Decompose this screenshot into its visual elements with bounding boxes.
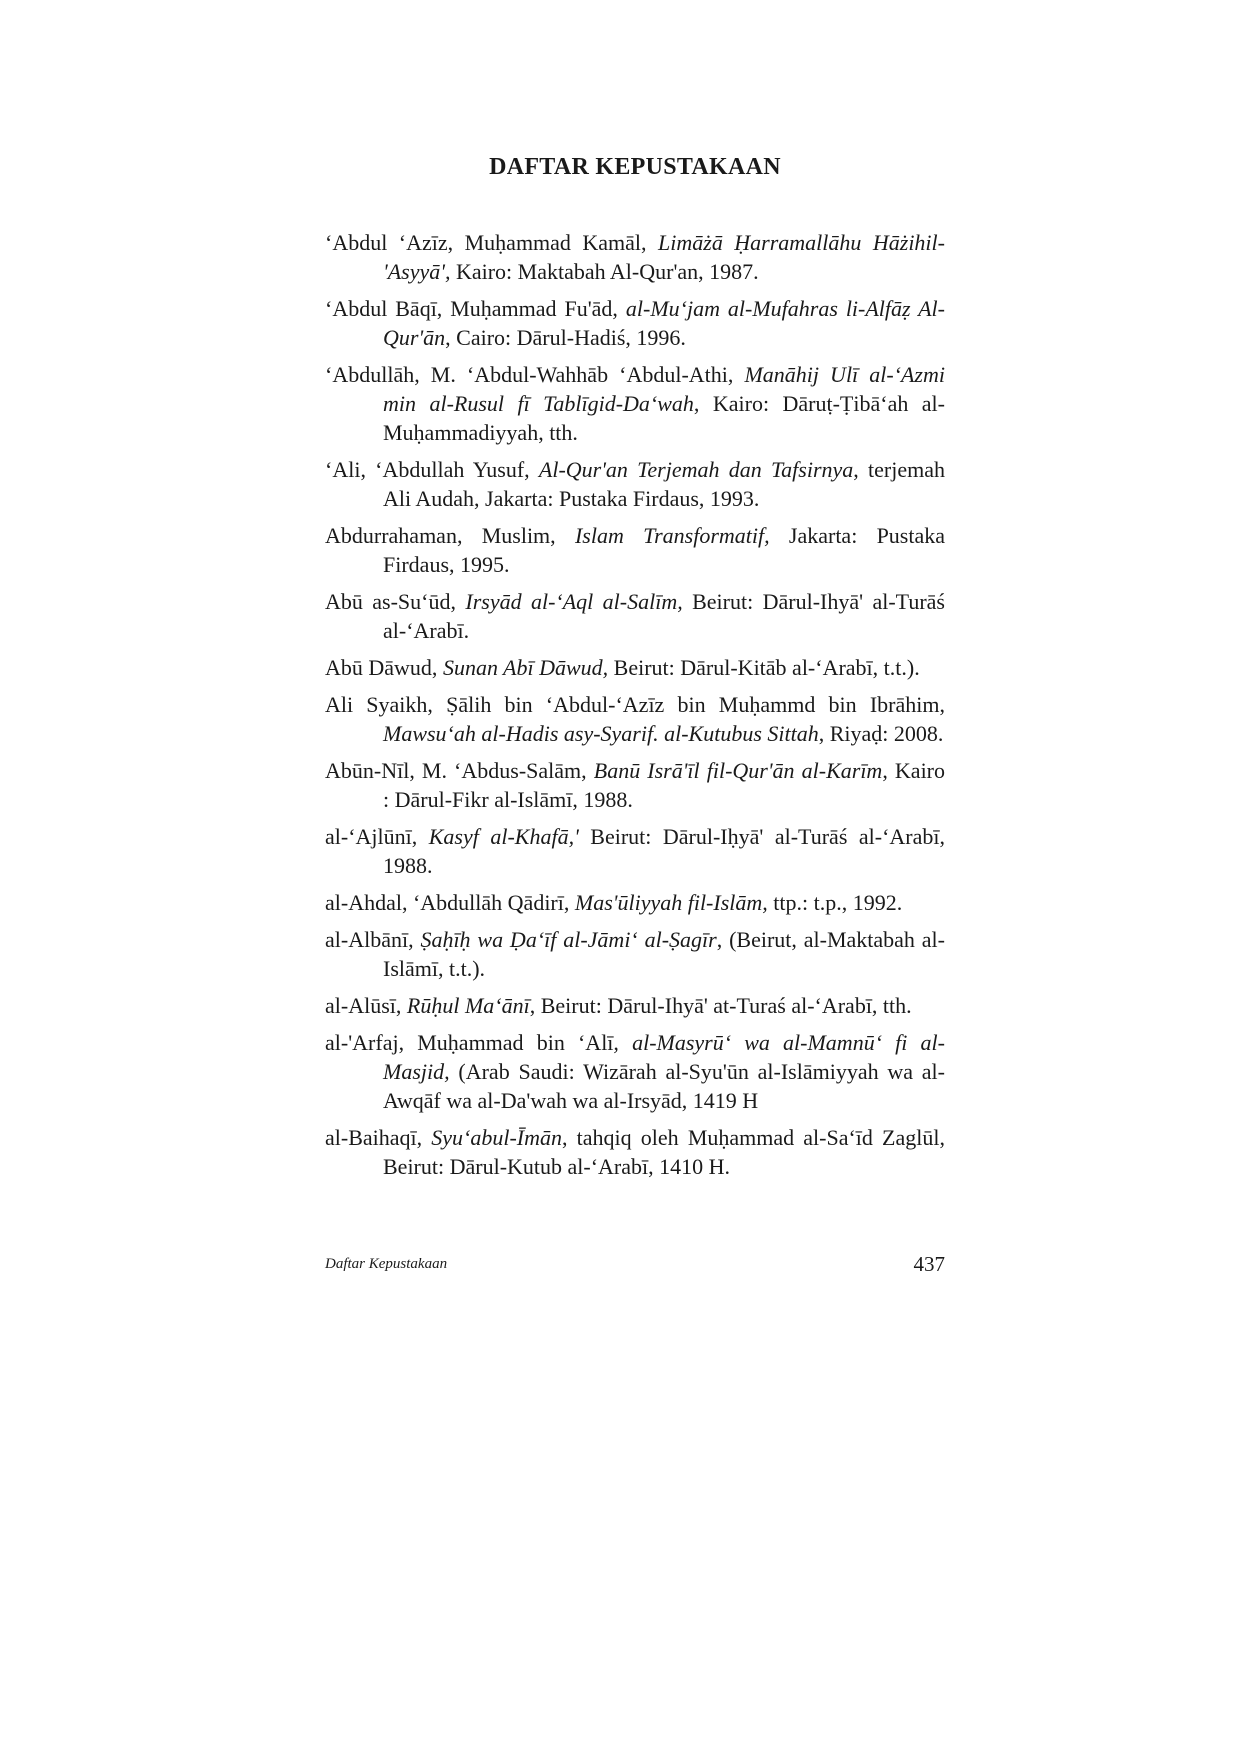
bibliography-entry: [325, 228, 945, 286]
entry-publication: Beirut: Dārul-Iḥyā' al-Turāś al-‘Arabī, 1988.: [383, 824, 945, 878]
entry-title: Syu‘abul-Īmān: [431, 1125, 563, 1150]
bibliography-entry: [325, 888, 945, 917]
entry-author: al-Ahdal, ‘Abdullāh Qādirī,: [325, 890, 575, 915]
entry-author: Ali Syaikh, Ṣālih bin ‘Abdul-‘Azīz bin Muḥammd bin Ibrāhim,: [325, 692, 945, 717]
entry-author: al-Baihaqī,: [325, 1125, 432, 1150]
entry-publication: , Kairo : Dārul-Fikr al-Islāmī, 1988.: [383, 758, 946, 812]
entry-title: Manāhij Ulī al-‘Azmi min al-Rusul fī Tablīgid-Da‘wah: [383, 362, 945, 416]
entry-author: al-Alūsī,: [325, 993, 407, 1018]
entry-title: Ṣaḥīḥ wa Ḍa‘īf al-Jāmi‘ al-Ṣagīr: [420, 927, 717, 952]
entry-author: al-‘Ajlūnī,: [325, 824, 429, 849]
entry-author: al-Albānī,: [325, 927, 421, 952]
entry-title: Mawsu‘ah al-Hadis asy-Syarif. al-Kutubus Sittah: [383, 721, 819, 746]
entry-title: Mas'ūliyyah fil-Islām,: [574, 890, 768, 915]
entry-publication: , Cairo: Dārul-Hadiś, 1996.: [445, 325, 686, 350]
entry-publication: ttp.: t.p., 1992.: [767, 890, 903, 915]
bibliography-entry: [325, 991, 945, 1020]
entry-title: , al-Masyrū‘ wa al-Mamnū‘ fi al-Masjid,: [383, 1030, 945, 1084]
entry-title: Kasyf al-Khafā,': [428, 824, 579, 849]
entry-publication: , Beirut: Dārul-Ihyā' at-Turaś al-‘Arabī, tth.: [529, 993, 912, 1018]
entry-publication: Kairo: Maktabah Al-Qur'an, 1987.: [450, 259, 759, 284]
bibliography-entry: [325, 822, 945, 880]
bibliography-entry: [325, 360, 945, 447]
entry-publication: , (Beirut, al-Maktabah al-Islāmī, t.t.).: [383, 927, 945, 981]
bibliography-entry: [325, 294, 945, 352]
entry-publication: , Kairo: Dāruṭ-Ṭibā‘ah al-Muḥammadiyyah, tth.: [383, 391, 945, 445]
entry-author: ‘Ali, ‘Abdullah Yusuf,: [325, 457, 539, 482]
page-number: 437: [913, 1252, 945, 1276]
bibliography-entry: [325, 587, 945, 645]
entry-author: Abū as-Su‘ūd,: [325, 589, 466, 614]
entry-publication: , tahqiq oleh Muḥammad al-Sa‘īd Zaglūl, Beirut: Dārul-Kutub al-‘Arabī, 1410 H.: [383, 1125, 945, 1179]
bibliography-entry: [325, 1028, 945, 1115]
bibliography-entry: [325, 455, 945, 513]
entry-publication: Beirut: Dārul-Ihyā' al-Turāś al-‘Arabī.: [383, 589, 945, 643]
bibliography-entry: [325, 521, 945, 579]
entry-publication: , terjemah Ali Audah, Jakarta: Pustaka Firdaus, 1993.: [383, 457, 945, 511]
entry-publication: , Riyaḍ: 2008.: [818, 721, 944, 746]
bibliography-entry: [325, 925, 945, 983]
entry-author: Abū Dāwud,: [325, 655, 443, 680]
entry-publication: Beirut: Dārul-Kitāb al-‘Arabī, t.t.).: [608, 655, 920, 680]
bibliography-entry: [325, 653, 945, 682]
entry-author: al-'Arfaj, Muḥammad bin ‘Alī: [325, 1030, 614, 1055]
entry-title: al-Mu‘jam al-Mufahras li-Alfāẓ Al-Qur'ān: [383, 296, 945, 350]
bibliography-entry: [325, 756, 945, 814]
entry-publication: (Arab Saudi: Wizārah al-Syu'ūn al-Islāmiyyah wa al-Awqāf wa al-Da'wah wa al-Irsyād, 1419 H: [383, 1059, 945, 1113]
entry-title: Irsyād al-‘Aql al-Salīm,: [465, 589, 683, 614]
entry-author: Abdurrahaman, Muslim,: [325, 523, 575, 548]
entry-author: ‘Abdullāh, M. ‘Abdul-Wahhāb ‘Abdul-Athi,: [325, 362, 745, 387]
entry-title: Al-Qur'an Terjemah dan Tafsirnya: [538, 457, 854, 482]
entry-publication: Jakarta: Pustaka Firdaus, 1995.: [383, 523, 946, 577]
entry-title: Rūḥul Ma‘ānī: [406, 993, 530, 1018]
entry-author: Abūn-Nīl, M. ‘Abdus-Salām,: [325, 758, 594, 783]
entry-title: Sunan Abī Dāwud,: [442, 655, 609, 680]
entry-title: Limāżā Ḥarramallāhu Hāżihil-'Asyyā',: [383, 230, 945, 284]
entry-title: Islam Transformatif,: [574, 523, 770, 548]
bibliography-entry: [325, 690, 945, 748]
bibliography-list: [325, 228, 945, 1189]
page-title: DAFTAR KEPUSTAKAAN: [489, 154, 781, 180]
entry-author: ‘Abdul ‘Azīz, Muḥammad Kamāl,: [325, 230, 659, 255]
entry-author: ‘Abdul Bāqī, Muḥammad Fu'ād,: [325, 296, 626, 321]
entry-title: Banū Isrā'īl fil-Qur'ān al-Karīm: [593, 758, 883, 783]
bibliography-entry: [325, 1123, 945, 1181]
running-footer-title: Daftar Kepustakaan: [325, 1256, 448, 1272]
